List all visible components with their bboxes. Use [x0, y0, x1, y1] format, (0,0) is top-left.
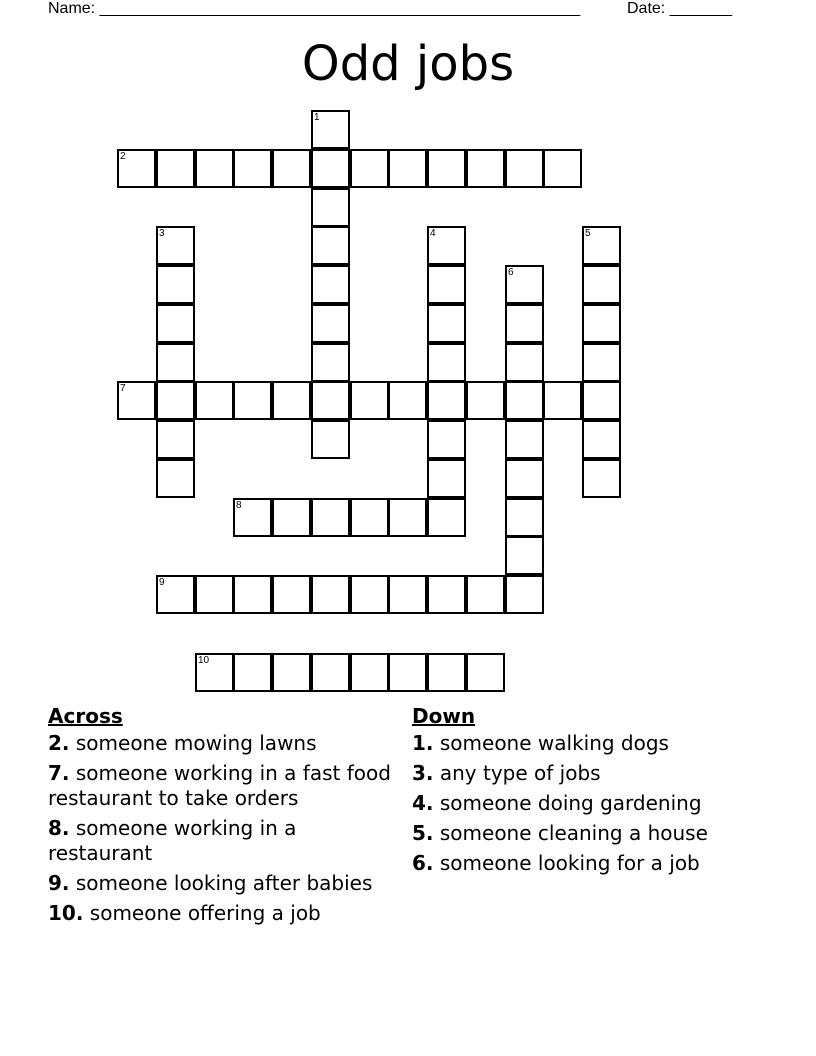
crossword-cell[interactable]	[156, 265, 195, 304]
crossword-cell[interactable]	[311, 653, 350, 692]
crossword-cell[interactable]	[427, 265, 466, 304]
clue-down-6	[412, 851, 764, 876]
crossword-cell[interactable]	[233, 498, 272, 537]
page-title: Odd jobs	[301, 36, 515, 92]
clue-across-8	[48, 816, 400, 866]
crossword-cell[interactable]	[195, 149, 234, 188]
crossword-cell[interactable]	[388, 498, 427, 537]
crossword-cell[interactable]	[350, 653, 389, 692]
clue-number: 4.	[412, 791, 434, 815]
clue-number: 6.	[412, 851, 434, 875]
crossword-cell[interactable]	[195, 575, 234, 614]
cell-number: 3	[159, 228, 165, 239]
crossword-cell[interactable]	[156, 575, 195, 614]
cell-number: 7	[120, 383, 126, 394]
across-clues	[48, 703, 400, 931]
crossword-cell[interactable]	[156, 226, 195, 265]
crossword-cell[interactable]	[311, 304, 350, 343]
crossword-cell[interactable]	[311, 343, 350, 382]
clue-number: 10.	[48, 901, 84, 925]
crossword-cell[interactable]	[466, 653, 505, 692]
crossword-cell[interactable]	[505, 265, 544, 304]
down-heading: Down	[412, 704, 476, 728]
across-heading: Across	[48, 704, 123, 728]
crossword-cell[interactable]	[466, 575, 505, 614]
crossword-cell[interactable]	[543, 381, 582, 420]
crossword-cell[interactable]	[388, 149, 427, 188]
crossword-cell[interactable]	[233, 653, 272, 692]
crossword-cell[interactable]	[117, 381, 156, 420]
crossword-cell[interactable]	[427, 653, 466, 692]
crossword-cell[interactable]	[582, 265, 621, 304]
crossword-cell[interactable]	[311, 149, 350, 188]
crossword-cell[interactable]	[311, 498, 350, 537]
clue-number: 5.	[412, 821, 434, 845]
clue-text: someone cleaning a house	[439, 821, 708, 845]
crossword-cell[interactable]	[543, 149, 582, 188]
crossword-cell[interactable]	[582, 226, 621, 265]
clue-down-3	[412, 761, 764, 786]
crossword-cell[interactable]	[311, 226, 350, 265]
crossword-cell[interactable]	[427, 420, 466, 459]
crossword-cell[interactable]	[427, 381, 466, 420]
clue-text: someone looking for a job	[439, 851, 700, 875]
crossword-cell[interactable]	[388, 381, 427, 420]
crossword-cell[interactable]	[117, 149, 156, 188]
crossword-cell[interactable]	[427, 343, 466, 382]
clue-number: 7.	[48, 761, 70, 785]
date-field-label: Date: _______	[627, 0, 732, 17]
crossword-cell[interactable]	[582, 420, 621, 459]
crossword-cell[interactable]	[311, 420, 350, 459]
cell-number: 8	[236, 500, 242, 511]
clue-text: someone doing gardening	[439, 791, 702, 815]
clue-number: 8.	[48, 816, 70, 840]
crossword-cell[interactable]	[388, 575, 427, 614]
crossword-cell[interactable]	[427, 149, 466, 188]
clue-number: 2.	[48, 731, 70, 755]
clue-down-1	[412, 731, 764, 756]
crossword-cell[interactable]	[272, 381, 311, 420]
crossword-cell[interactable]	[156, 304, 195, 343]
cell-number: 1	[314, 112, 320, 123]
cell-number: 6	[508, 267, 514, 278]
crossword-cell[interactable]	[388, 653, 427, 692]
clue-across-2	[48, 731, 400, 756]
crossword-cell[interactable]	[156, 459, 195, 498]
clue-text: someone offering a job	[89, 901, 321, 925]
crossword-cell[interactable]	[466, 381, 505, 420]
clue-down-4	[412, 791, 764, 816]
crossword-cell[interactable]	[233, 149, 272, 188]
crossword-cell[interactable]	[505, 420, 544, 459]
clue-number: 3.	[412, 761, 434, 785]
crossword-cell[interactable]	[466, 149, 505, 188]
crossword-cell[interactable]	[427, 304, 466, 343]
cell-number: 9	[159, 577, 165, 588]
crossword-cell[interactable]	[505, 381, 544, 420]
crossword-cell[interactable]	[505, 304, 544, 343]
crossword-cell[interactable]	[427, 459, 466, 498]
clue-across-9	[48, 871, 400, 896]
crossword-cell[interactable]	[156, 420, 195, 459]
crossword-cell[interactable]	[505, 459, 544, 498]
clue-text: someone mowing lawns	[75, 731, 317, 755]
crossword-cell[interactable]	[311, 381, 350, 420]
crossword-cell[interactable]	[505, 536, 544, 575]
crossword-cell[interactable]	[350, 575, 389, 614]
crossword-cell[interactable]	[233, 381, 272, 420]
clue-text: someone working in a restaurant	[48, 816, 297, 865]
crossword-cell[interactable]	[505, 575, 544, 614]
cell-number: 4	[430, 228, 436, 239]
crossword-cell[interactable]	[272, 149, 311, 188]
crossword-cell[interactable]	[233, 575, 272, 614]
clue-text: someone walking dogs	[439, 731, 669, 755]
crossword-cell[interactable]	[582, 381, 621, 420]
crossword-cell[interactable]	[427, 498, 466, 537]
cell-number: 5	[585, 228, 591, 239]
crossword-cell[interactable]	[311, 110, 350, 149]
crossword-cell[interactable]	[582, 343, 621, 382]
clue-across-10	[48, 901, 400, 926]
crossword-cell[interactable]	[272, 498, 311, 537]
cell-number: 2	[120, 151, 126, 162]
crossword-cell[interactable]	[350, 498, 389, 537]
clue-text: someone looking after babies	[75, 871, 373, 895]
cell-number: 10	[198, 655, 210, 666]
crossword-cell[interactable]	[156, 381, 195, 420]
crossword-cell[interactable]	[505, 343, 544, 382]
clue-text: any type of jobs	[439, 761, 601, 785]
crossword-cell[interactable]	[505, 498, 544, 537]
crossword-cell[interactable]	[195, 653, 234, 692]
clue-number: 1.	[412, 731, 434, 755]
crossword-cell[interactable]	[156, 149, 195, 188]
crossword-cell[interactable]	[427, 226, 466, 265]
clue-across-7	[48, 761, 400, 811]
crossword-cell[interactable]	[582, 304, 621, 343]
crossword-cell[interactable]	[582, 459, 621, 498]
crossword-cell[interactable]	[311, 265, 350, 304]
name-field-label: Name: ______________________________________________________	[48, 0, 581, 17]
down-clues	[412, 703, 764, 881]
crossword-cell[interactable]	[350, 381, 389, 420]
crossword-cell[interactable]	[505, 149, 544, 188]
crossword-cell[interactable]	[156, 343, 195, 382]
crossword-cell[interactable]	[272, 653, 311, 692]
crossword-cell[interactable]	[311, 188, 350, 227]
clue-number: 9.	[48, 871, 70, 895]
clue-down-5	[412, 821, 764, 846]
crossword-cell[interactable]	[311, 575, 350, 614]
clue-text: someone working in a fast food restaurant to take orders	[48, 761, 391, 810]
crossword-cell[interactable]	[350, 149, 389, 188]
crossword-cell[interactable]	[427, 575, 466, 614]
crossword-cell[interactable]	[195, 381, 234, 420]
crossword-cell[interactable]	[272, 575, 311, 614]
